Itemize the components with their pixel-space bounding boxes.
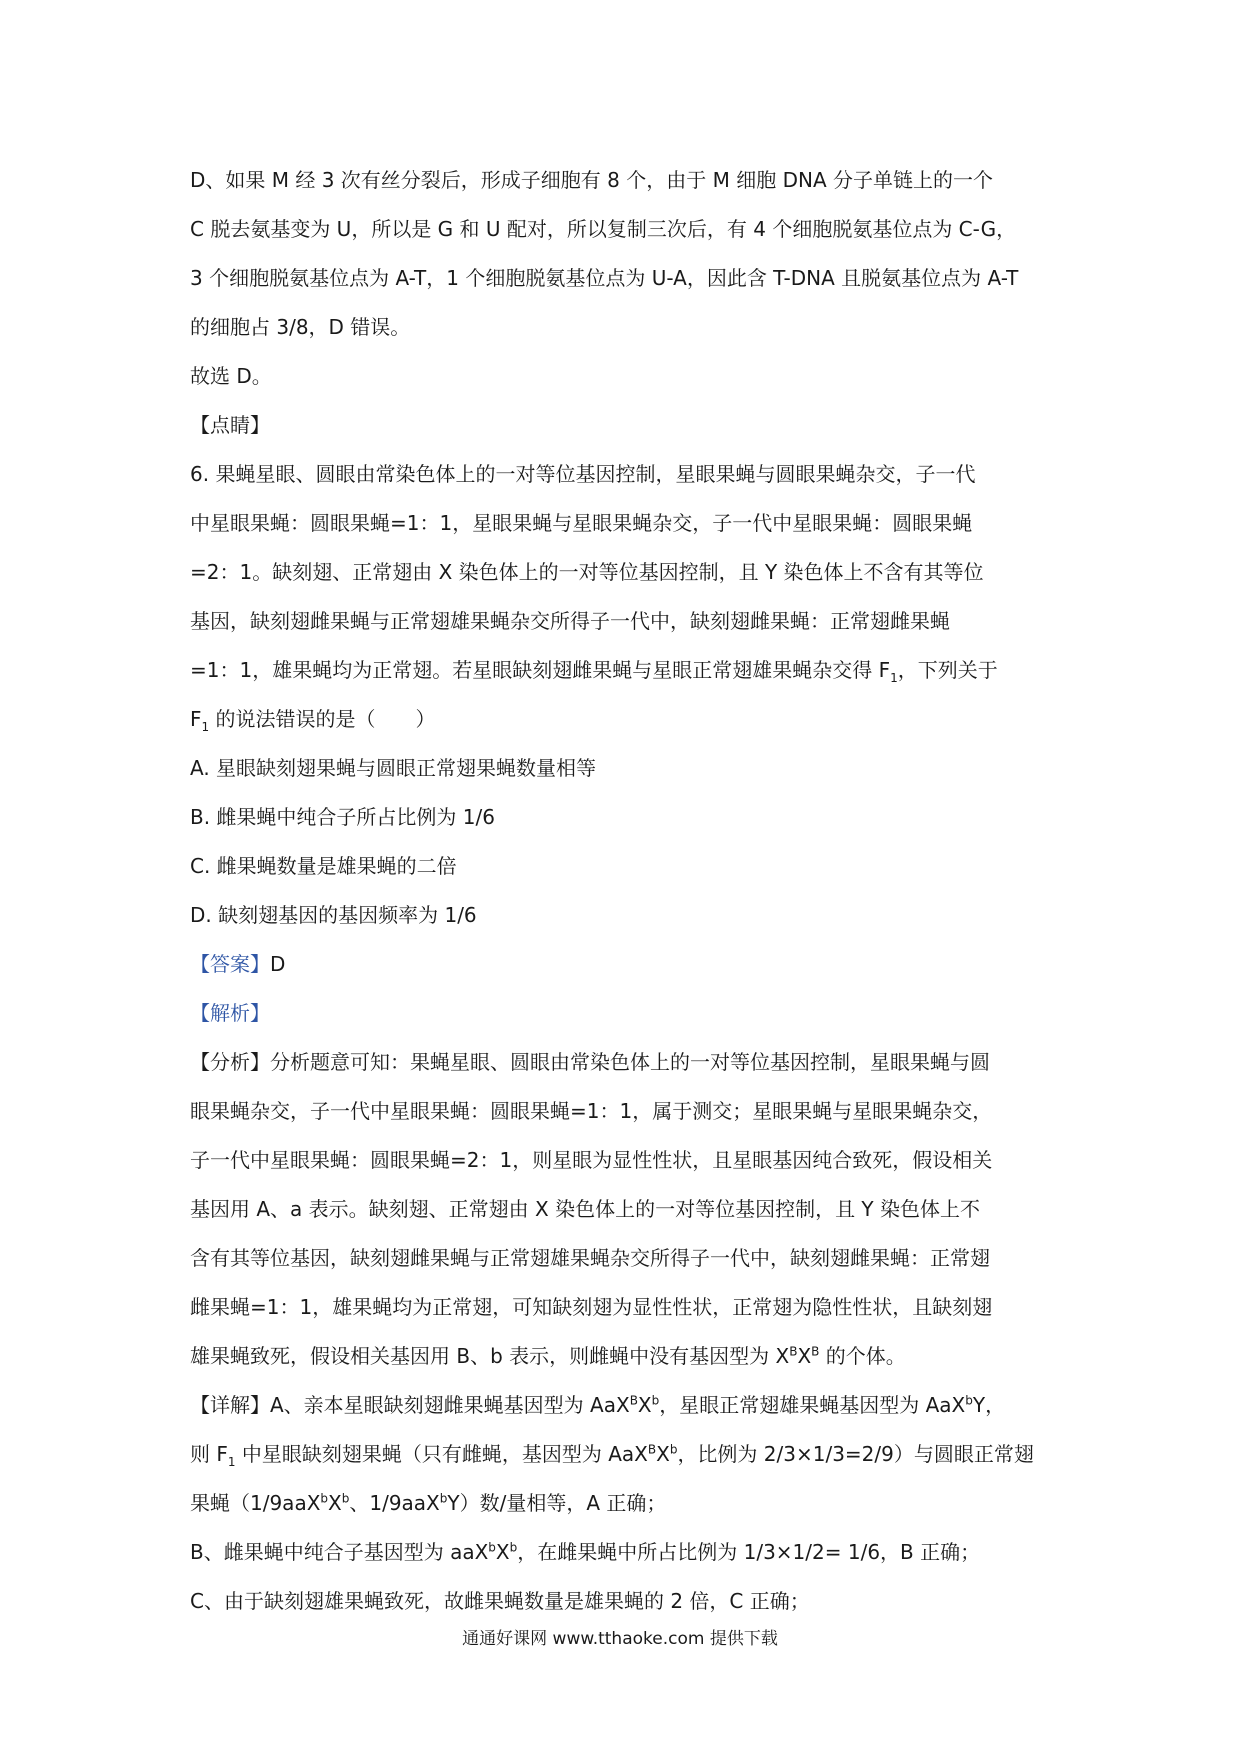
- text-line: [190, 303, 1060, 352]
- text-segment: =2：1。缺刻翅、正常翅由 X 染色体上的一对等位基因控制，且 Y 染色体上不含有其等位: [190, 560, 984, 584]
- text-line: [190, 254, 1060, 303]
- text-line: [190, 156, 1060, 205]
- text-segment: 中星眼缺刻翅果蝇（只有雌蝇，基因型为 AaX: [235, 1442, 648, 1466]
- text-segment: X: [637, 1393, 652, 1417]
- text-line: [190, 597, 1060, 646]
- text-segment: 1: [201, 720, 210, 734]
- text-segment: 果蝇（1/9aaX: [190, 1491, 321, 1515]
- text-segment: X: [328, 1491, 342, 1515]
- text-line: [190, 1430, 1060, 1479]
- text-line: [190, 1479, 1060, 1528]
- text-line: [190, 1332, 1060, 1381]
- text-segment: ，下列关于: [897, 658, 998, 682]
- text-segment: b: [669, 1442, 678, 1457]
- text-line: [190, 891, 1060, 940]
- text-segment: 【详解】A、亲本星眼缺刻翅雌果蝇基因型为 AaX: [190, 1393, 630, 1417]
- text-segment: 1: [890, 671, 898, 685]
- text-line: [190, 1234, 1060, 1283]
- text-segment: 、1/9aaX: [349, 1491, 440, 1515]
- text-line: [190, 744, 1060, 793]
- text-segment: B: [789, 1344, 798, 1359]
- text-segment: ，比例为 2/3×1/3=2/9）与圆眼正常翅: [677, 1442, 1034, 1466]
- text-segment: b: [341, 1491, 350, 1506]
- document-body: [190, 156, 1060, 1626]
- text-segment: 雌果蝇=1：1，雄果蝇均为正常翅，可知缺刻翅为显性性状，正常翅为隐性性状，且缺刻翅: [190, 1295, 993, 1319]
- text-segment: 3 个细胞脱氨基位点为 A-T，1 个细胞脱氨基位点为 U-A，因此含 T-DNA 且脱氨基位点为 A-T: [190, 266, 1019, 290]
- text-segment: C. 雌果蝇数量是雄果蝇的二倍: [190, 854, 457, 878]
- text-segment: b: [320, 1491, 329, 1506]
- text-line: [190, 1528, 1060, 1577]
- text-segment: 基因，缺刻翅雌果蝇与正常翅雄果蝇杂交所得子一代中，缺刻翅雌果蝇：正常翅雌果蝇: [190, 609, 950, 633]
- text-segment: 子一代中星眼果蝇：圆眼果蝇=2：1，则星眼为显性性状，且星眼基因纯合致死，假设相关: [190, 1148, 993, 1172]
- text-segment: 6. 果蝇星眼、圆眼由常染色体上的一对等位基因控制，星眼果蝇与圆眼果蝇杂交，子一代: [190, 462, 976, 486]
- text-line: [190, 1283, 1060, 1332]
- text-line: [190, 1577, 1060, 1626]
- page-footer: 通通好课网 www.tthaoke.com 提供下载: [462, 1629, 778, 1649]
- text-segment: C 脱去氨基变为 U，所以是 G 和 U 配对，所以复制三次后，有 4 个细胞脱氨基位点为 C-G，: [190, 217, 1017, 241]
- text-segment: =1：1，雄果蝇均为正常翅。若星眼缺刻翅雌果蝇与星眼正常翅雄果蝇杂交得 F: [190, 658, 891, 682]
- text-segment: 则 F: [190, 1442, 228, 1466]
- text-line: [190, 401, 1060, 450]
- text-segment: Y，: [972, 1393, 1006, 1417]
- text-segment: 的说法错误的是（ ）: [209, 707, 436, 731]
- text-segment: D、如果 M 经 3 次有丝分裂后，形成子细胞有 8 个，由于 M 细胞 DNA 分子单链上的一个: [190, 168, 993, 192]
- text-segment: 雄果蝇致死，假设相关基因用 B、b 表示，则雌蝇中没有基因型为 X: [190, 1344, 790, 1368]
- text-segment: B. 雌果蝇中纯合子所占比例为 1/6: [190, 805, 495, 829]
- section-label: 【答案】: [190, 952, 270, 976]
- text-segment: X: [797, 1344, 812, 1368]
- text-line: [190, 793, 1060, 842]
- text-segment: D: [270, 952, 286, 976]
- text-segment: D. 缺刻翅基因的基因频率为 1/6: [190, 903, 477, 927]
- text-segment: B: [629, 1393, 638, 1408]
- text-segment: 的细胞占 3/8，D 错误。: [190, 315, 411, 339]
- text-segment: b: [488, 1540, 496, 1555]
- text-segment: b: [509, 1540, 518, 1555]
- text-line: [190, 940, 1060, 989]
- text-segment: 1: [227, 1455, 236, 1469]
- text-segment: 故选 D。: [190, 364, 272, 388]
- text-line: [190, 695, 1060, 744]
- text-segment: 基因用 A、a 表示。缺刻翅、正常翅由 X 染色体上的一对等位基因控制，且 Y 染色体上不: [190, 1197, 980, 1221]
- text-segment: X: [656, 1442, 670, 1466]
- section-label: 【解析】: [190, 1001, 270, 1025]
- text-line: [190, 352, 1060, 401]
- text-segment: 的个体。: [819, 1344, 906, 1368]
- text-line: [190, 1038, 1060, 1087]
- text-segment: B、雌果蝇中纯合子基因型为 aaX: [190, 1540, 489, 1564]
- text-segment: B: [811, 1344, 820, 1359]
- text-line: [190, 499, 1060, 548]
- text-segment: ，在雌果蝇中所占比例为 1/3×1/2= 1/6，B 正确；: [517, 1540, 981, 1564]
- text-segment: B: [647, 1442, 657, 1457]
- text-segment: 【分析】分析题意可知：果蝇星眼、圆眼由常染色体上的一对等位基因控制，星眼果蝇与圆: [190, 1050, 990, 1074]
- text-line: [190, 1185, 1060, 1234]
- text-segment: F: [190, 707, 202, 731]
- text-segment: 中星眼果蝇：圆眼果蝇=1：1，星眼果蝇与星眼果蝇杂交，子一代中星眼果蝇：圆眼果蝇: [190, 511, 973, 535]
- text-line: [190, 1087, 1060, 1136]
- text-segment: 眼果蝇杂交，子一代中星眼果蝇：圆眼果蝇=1：1，属于测交；星眼果蝇与星眼果蝇杂交，: [190, 1099, 993, 1123]
- text-line: [190, 646, 1060, 695]
- text-segment: ，星眼正常翅雄果蝇基因型为 AaX: [659, 1393, 966, 1417]
- text-segment: X: [495, 1540, 510, 1564]
- text-line: [190, 205, 1060, 254]
- text-line: [190, 989, 1060, 1038]
- text-segment: A. 星眼缺刻翅果蝇与圆眼正常翅果蝇数量相等: [190, 756, 597, 780]
- text-segment: C、由于缺刻翅雄果蝇致死，故雌果蝇数量是雄果蝇的 2 倍，C 正确；: [190, 1589, 810, 1613]
- text-line: [190, 450, 1060, 499]
- text-line: [190, 842, 1060, 891]
- text-line: [190, 1381, 1060, 1430]
- text-segment: b: [965, 1393, 973, 1408]
- text-line: [190, 548, 1060, 597]
- text-segment: 含有其等位基因，缺刻翅雌果蝇与正常翅雄果蝇杂交所得子一代中，缺刻翅雌果蝇：正常翅: [190, 1246, 990, 1270]
- text-segment: 【点睛】: [190, 413, 270, 437]
- text-line: [190, 1136, 1060, 1185]
- text-segment: Y）数/量相等，A 正确；: [447, 1491, 667, 1515]
- text-segment: b: [439, 1491, 448, 1506]
- text-segment: b: [651, 1393, 660, 1408]
